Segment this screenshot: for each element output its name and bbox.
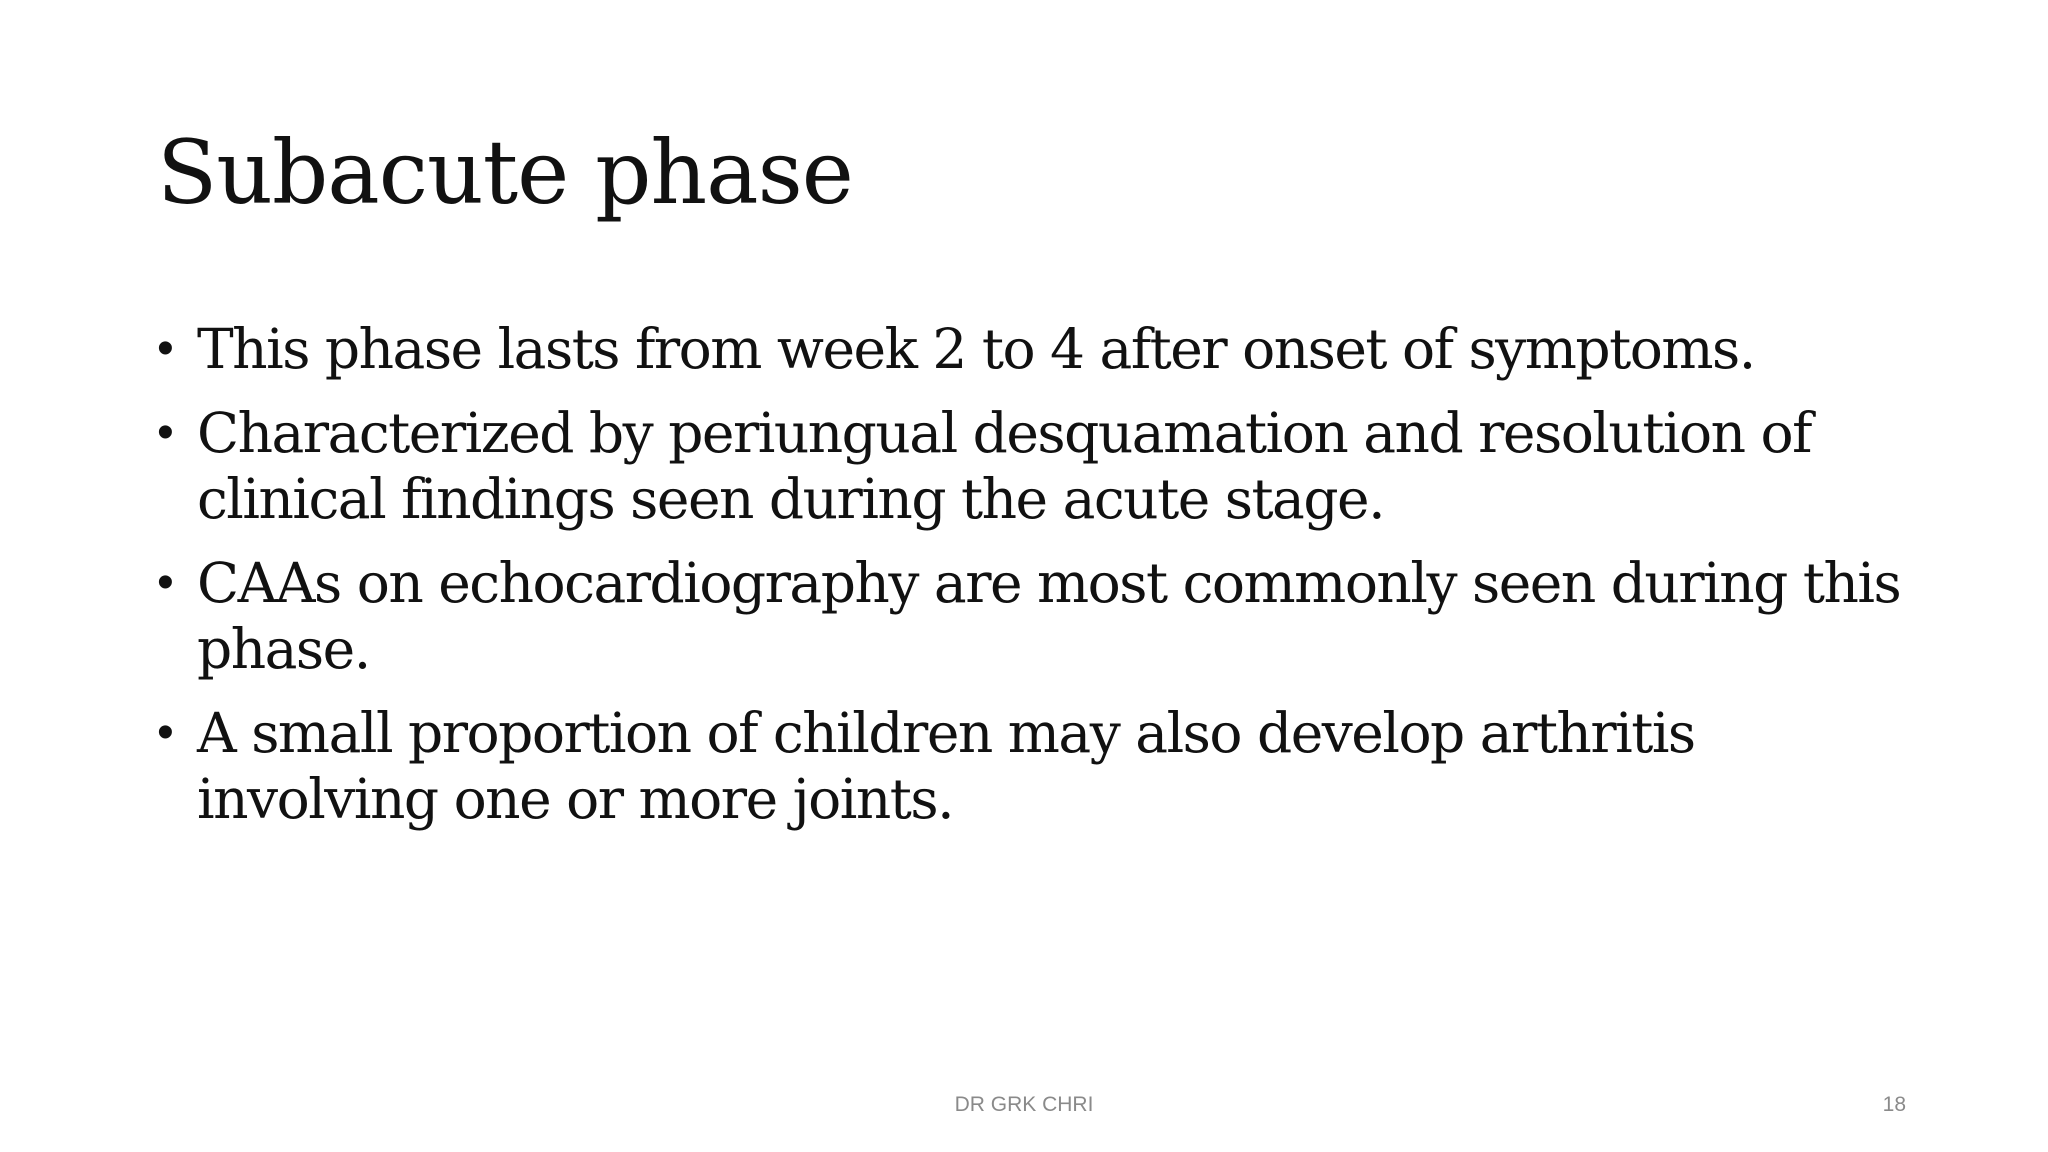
bullet-item bbox=[157, 316, 1917, 382]
bullet-marker: • bbox=[157, 556, 173, 609]
bullet-list bbox=[157, 316, 1917, 850]
slide-footer: DR GRK CHRI bbox=[954, 1093, 1094, 1116]
bullet-text: CAAs on echocardiography are most commonly seen during this phase. bbox=[197, 551, 1901, 681]
bullet-marker: • bbox=[157, 706, 173, 759]
bullet-marker: • bbox=[157, 322, 173, 375]
page-number: 18 bbox=[1882, 1093, 1906, 1116]
bullet-text: This phase lasts from week 2 to 4 after onset of symptoms. bbox=[197, 317, 1755, 381]
bullet-marker: • bbox=[157, 406, 173, 459]
bullet-item bbox=[157, 550, 1917, 682]
bullet-text: A small proportion of children may also develop arthritis involving one or more joints. bbox=[197, 701, 1695, 831]
bullet-text: Characterized by periungual desquamation and resolution of clinical findings seen during the acute stage. bbox=[197, 401, 1811, 531]
bullet-item bbox=[157, 700, 1917, 832]
bullet-item bbox=[157, 400, 1917, 532]
slide-title: Subacute phase bbox=[157, 121, 853, 224]
